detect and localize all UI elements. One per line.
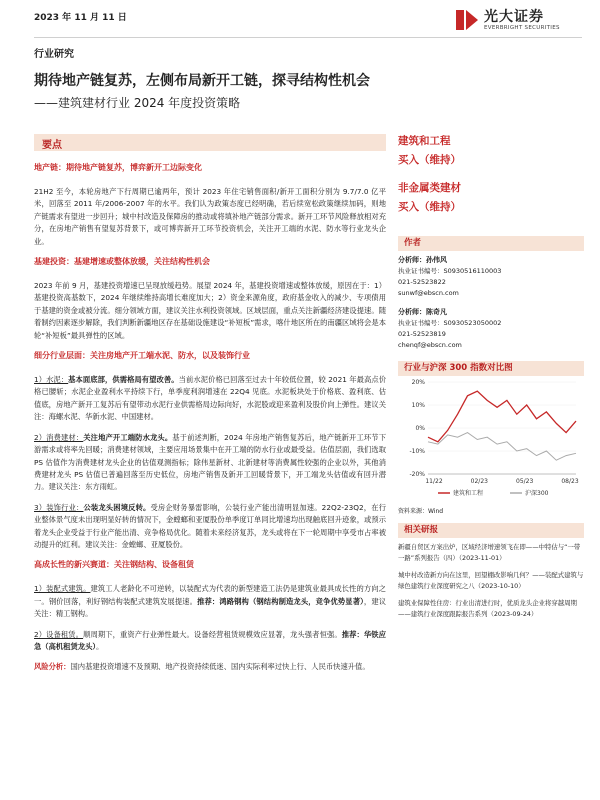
section-heading: 细分行业层面：关注房地产开工端水泥、防水，以及装饰行业: [34, 351, 250, 361]
sub-item-lead-bold: 关注地产开工端防水龙头。: [83, 432, 173, 442]
risk-analysis: [34, 661, 386, 673]
report-title: 期待地产链复苏，左侧布局新开工链，探寻结构性机会: [34, 73, 370, 89]
sub-item-text: 基于前述判断，2024 年房地产销售复苏后，地产链新开工环节下游需求或将率先回暖；消费建材领域，主要应用场景集中在开工端的防水行业或最受益。估值层面，我们选取 PS 估值作为消费建材龙头企业的估值观测指标；除伟星新材、北新建材等消费属性较强的企业以外，其他消费建材龙头 PS 估值已普遍回落至历史低位，房地产销售及新开工回暖背景下，开工端龙头估值或有回升潜力。建议关注：东方雨虹。: [34, 432, 386, 492]
sidebar: [398, 134, 584, 626]
sub-item: [34, 502, 386, 552]
sub-item-text: 当前水泥价格已回落至过去十年较低位置，较 2021 年最高点价格已腰斩；水泥企业盈利水平持续下行，单季度利润增速在 22Q4 见底。水泥板块处于价格底、盈利底、估值底，房地产新开工复苏后有望带动水泥行业供需格局边际向好，水泥股或迎来盈利及股价向上弹性。建议关注：海螺水泥、华新水泥、中国建材。: [34, 375, 386, 422]
sub-item: [34, 432, 386, 494]
report-subtitle: ——建筑建材行业 2024 年度投资策略: [34, 96, 241, 110]
sub-item: [34, 629, 386, 654]
x-tick-label: 08/23: [561, 478, 579, 485]
x-tick-label: 05/23: [516, 478, 534, 485]
analyst-card: [398, 307, 584, 351]
brand-name: 光大证券: [484, 9, 544, 25]
sub-item-lead: 2）消费建材：: [34, 432, 84, 442]
rating-value: 买入（维持）: [398, 201, 461, 213]
rating-industry: 非金属类建材: [398, 182, 461, 194]
related-report[interactable]: 城中村改造新方向在这里，回望棚改影响几何？——装配式建筑与绿色建筑行业深度研究之八（2023-10-10）: [398, 571, 584, 590]
sub-item-text: 受房企财务暴雷影响，公装行业产能出清明显加速。22Q2-23Q2，在行业整体景气度未出现明显好转的情况下，金螳螂和亚厦股份单季度订单同比增速均出现触底回升迹象，或预示着龙头企业受益于行业产能出清、竞争格局优化。随着未来经济复苏，龙头或将在下一轮周期中享受市占率被动提升的红利。建议关注：金螳螂、亚厦股份。: [34, 502, 386, 549]
section-heading: 基建投资：基建增速或整体放缓，关注结构性机会: [34, 257, 210, 267]
related-report[interactable]: 建筑业保障性住房：行业出清进行时，优质龙头企业将穿越周期——建筑行业深度跟踪报告系列（2023-09-24）: [398, 599, 577, 618]
related-report[interactable]: 新疆自贸区方案出炉，区域经济增速领飞在即——中特估与“一带一路”系列报告（四）（2023-11-01）: [398, 543, 581, 562]
series-line-industry: [428, 391, 576, 442]
sub-item-lead: 2）设备租赁。: [34, 629, 84, 639]
header-divider: [34, 37, 582, 38]
main-content: [34, 162, 386, 674]
authors-header: 作者: [398, 236, 584, 251]
related-header: 相关研报: [398, 523, 584, 538]
risk-label: 风险分析：: [34, 662, 71, 672]
section-heading: 地产链：期待地产链复苏，博弈新开工边际变化: [34, 163, 202, 172]
chart-source: 资料来源：Wind: [398, 508, 444, 515]
section-paragraph: 2023 年前 9 月，基建投资增速已呈现放缓趋势。展望 2024 年，基建投资增速或整体放缓，原因在于：1）基建投资高基数下，2024 年继续维持高增长难度加大；2）资金来源角度，政府基金收入的减少、专项债用于基建的资金或被分流。细分领域方面，建议关注水利投资领域。区域层面，重点关注新疆经济建设提速。随着制约因素逐步解除，我们判断新疆地区存在基础设施建设“补短板”需求，喀什地区所在的南疆区域将会是本轮“补短板”最具弹性的区域。: [34, 281, 386, 340]
index-comparison-chart: [398, 376, 584, 502]
analyst-phone: 021-52523822: [398, 278, 446, 286]
rating-value: 买入（维持）: [398, 154, 461, 166]
sub-item-lead-bold: 基本面底部，供需格局有望改善。: [68, 375, 179, 385]
sub-item-rec-label: 推荐：: [341, 629, 364, 639]
sub-item-rec: 鸿路钢构（钢结构制造龙头，竞争优势显著）: [219, 596, 364, 606]
x-tick-label: 11/22: [425, 478, 443, 485]
sub-item-text: 顺周期下，重资产行业弹性最大。设备经营租赁规模效应显著，龙头强者恒强。: [83, 629, 342, 639]
report-category: 行业研究: [34, 49, 74, 60]
analyst-email[interactable]: sunwf@ebscn.com: [398, 289, 459, 297]
analyst-phone: 021-52523819: [398, 330, 446, 338]
summary-band: [34, 134, 386, 151]
sub-item-tail: 。: [96, 641, 104, 651]
analyst-name: 分析师：孙伟风: [398, 256, 447, 264]
rating-industry: 建筑和工程: [398, 135, 451, 147]
sub-item-rec: 华铁应急（高机租赁龙头）: [34, 629, 386, 651]
brand-logo: [454, 4, 584, 38]
legend-label: 建筑和工程: [453, 490, 484, 497]
section-paragraph: 21H2 至今，本轮房地产下行周期已逾两年，预计 2023 年住宅销售面积/新开工面积分别为 9.7/7.0 亿平米，回落至 2011 年/2006-2007 年的水平。我们认为政策态度已经明确，若后续宽松政策继续加码，则地产链需求有望进一步回升；城中村改造及保障房的推动或将填补地产链部分需求。新开工环节风险释放相对充分，在房地产销售有望复苏背景下，或可博弈新开工环节投资机会，关注开工端的水泥、防水等行业龙头企业。: [34, 187, 386, 246]
sub-item: [34, 374, 386, 424]
y-tick-label: 0%: [415, 425, 425, 432]
brand-logo-icon: [454, 6, 480, 34]
analyst-email[interactable]: chenqf@ebscn.com: [398, 341, 462, 349]
sub-item-lead: 1）水泥：: [34, 375, 69, 385]
sub-item: [34, 583, 386, 620]
analyst-cert: 执业证书编号：S0930516110003: [398, 267, 502, 275]
sub-item-tail: ，建议关注：精工钢构。: [34, 596, 387, 619]
risk-text: 国内基建投资增速不及预期、地产投资持续低迷、国内实际利率过快上行、人民币快速升值。: [70, 662, 370, 672]
section-heading: 高成长性的新兴赛道：关注钢结构、设备租赁: [34, 560, 194, 570]
analyst-name: 分析师：陈奇凡: [398, 308, 447, 316]
y-tick-label: 10%: [411, 402, 425, 409]
analyst-card: [398, 255, 584, 299]
chart-header: 行业与沪深 300 指数对比图: [398, 361, 584, 376]
y-tick-label: -20%: [409, 471, 425, 478]
rating-block: [398, 134, 584, 167]
sub-item-lead: 3）装饰行业：: [34, 502, 84, 512]
sub-item-text: 建筑工人老龄化不可逆转，以装配式为代表的新型建造工法仍是建筑业最具成长性的方向之一。钢价回落，利好钢结构装配式建筑发展提速。: [34, 584, 386, 606]
sub-item-lead-bold: 公装龙头困境反转。: [83, 502, 151, 512]
analyst-cert: 执业证书编号：S0930523050002: [398, 319, 502, 327]
brand-name-en: EVERBRIGHT SECURITIES: [484, 25, 560, 31]
y-tick-label: 20%: [411, 379, 425, 386]
x-tick-label: 02/23: [470, 478, 488, 485]
series-line-csi300: [428, 433, 576, 461]
legend-label: 沪深300: [525, 490, 549, 497]
sub-item-lead: 1）装配式建筑。: [34, 584, 91, 594]
rating-block: [398, 181, 584, 214]
sub-item-rec-label: 推荐：: [197, 596, 220, 606]
y-tick-label: -10%: [409, 448, 425, 455]
report-date: 2023 年 11 月 11 日: [34, 13, 127, 23]
summary-label: 要点: [42, 140, 62, 151]
